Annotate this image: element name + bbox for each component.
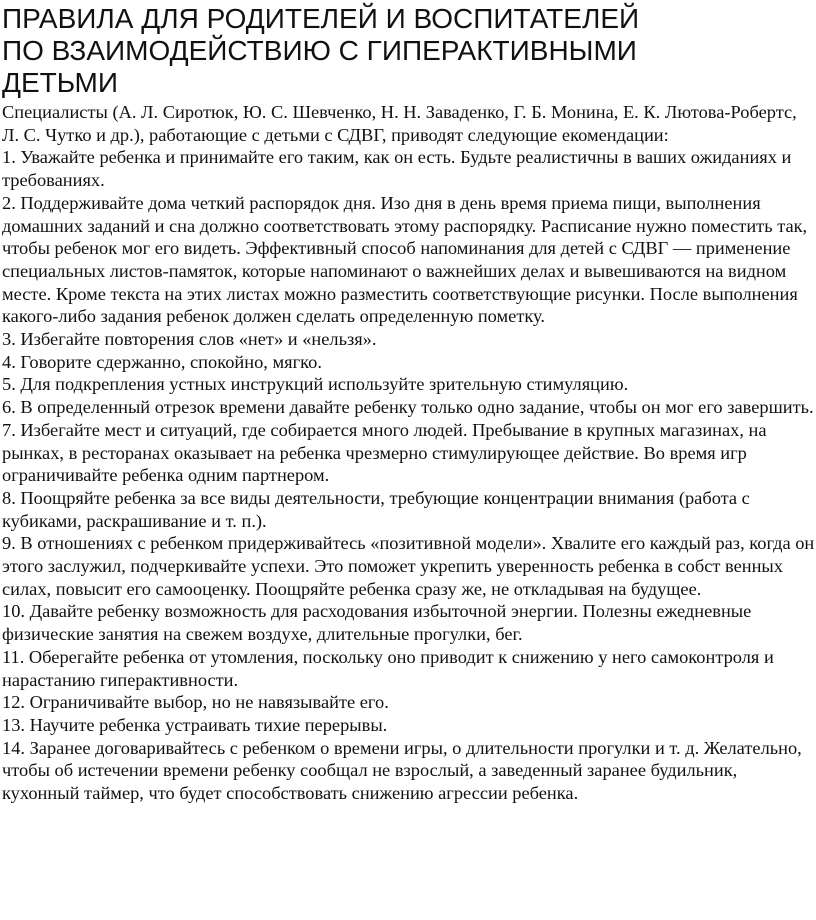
rule-item-4: 4. Говорите сдержанно, спокойно, мягко. [2, 351, 322, 372]
title-line-2: ПО ВЗАИМОДЕЙСТВИЮ С ГИПЕРАКТИВНЫМИ [2, 35, 637, 66]
rule-item-11: 11. Оберегайте ребенка от утомления, поскольку оно приводит к снижению у него самоконтроля и нарастанию гиперактивности. [2, 646, 774, 690]
title-line-1: ПРАВИЛА ДЛЯ РОДИТЕЛЕЙ И ВОСПИТАТЕЛЕЙ [2, 3, 640, 34]
rule-item-10: 10. Давайте ребенку возможность для расходования избыточной энергии. Полезны ежедневные физические занятия на свежем воздухе, длительные прогулки, бег. [2, 601, 752, 645]
document-body [2, 101, 816, 805]
rule-item-3: 3. Избегайте повторения слов «нет» и «нельзя». [2, 329, 377, 350]
rule-item-7: 7. Избегайте мест и ситуаций, где собирается много людей. Пребывание в крупных магазинах, на рынках, в ресторанах оказывает на ребенка чрезмерно стимулирующее действие. Во время игр ограничивайте ребенка одним партнером. [2, 419, 767, 486]
rule-item-2: 2. Поддерживайте дома четкий распорядок дня. Изо дня в день время приема пищи, выполнения домашних заданий и сна должно соответствовать этому распорядку. Расписание нужно поместить так, чтобы ребенок мог его видеть. Эффективный способ напоминания для детей с СДВГ — применение специальных листов-памяток, которые напоминают о важнейших делах и вывешиваются на видном месте. Кроме текста на этих листах можно разместить соответствующие рисунки. После выполнения какого-либо задания ребенок должен сделать определенную пометку. [2, 192, 808, 327]
rule-item-12: 12. Ограничивайте выбор, но не навязывайте его. [2, 692, 389, 713]
rule-item-14: 14. Заранее договаривайтесь с ребенком о времени игры, о длительности прогулки и т. д. Желательно, чтобы об истечении времени ребенку сообщал не взрослый, а заведенный заранее будильник, кухонный таймер, что будет способствовать снижению агрессии ребенка. [2, 737, 802, 804]
rule-item-6: 6. В определенный отрезок времени давайте ребенку только одно задание, чтобы он мог его завершить. [2, 397, 814, 418]
rule-item-13: 13. Научите ребенка устраивать тихие перерывы. [2, 714, 388, 735]
rule-item-9: 9. В отношениях с ребенком придерживайтесь «позитивной модели». Хвалите его каждый раз, когда он этого заслужил, подчеркивайте успехи. Это поможет укрепить уверенность ребенка в собст венных силах, повысит его самооценку. Поощряйте ребенка сразу же, не откладывая на будущее. [2, 533, 815, 599]
rule-item-1: 1. Уважайте ребенка и принимайте его таким, как он есть. Будьте реалистичны в ваших ожиданиях и требованиях. [2, 147, 792, 191]
rule-item-8: 8. Поощряйте ребенка за все виды деятельности, требующие концентрации внимания (работа с кубиками, раскрашивание и т. п.). [2, 487, 750, 531]
intro-paragraph: Специалисты (А. Л. Сиротюк, Ю. С. Шевченко, Н. Н. Заваденко, Г. Б. Монина, Е. К. Лютова-Робертс, Л. С. Чутко и др.), работающие с детьми с СДВГ, приводят следующие екомендации: [2, 102, 797, 145]
title-line-3: ДЕТЬМИ [2, 67, 118, 98]
rule-item-5: 5. Для подкрепления устных инструкций используйте зрительную стимуляцию. [2, 374, 629, 395]
document-title [2, 3, 816, 99]
